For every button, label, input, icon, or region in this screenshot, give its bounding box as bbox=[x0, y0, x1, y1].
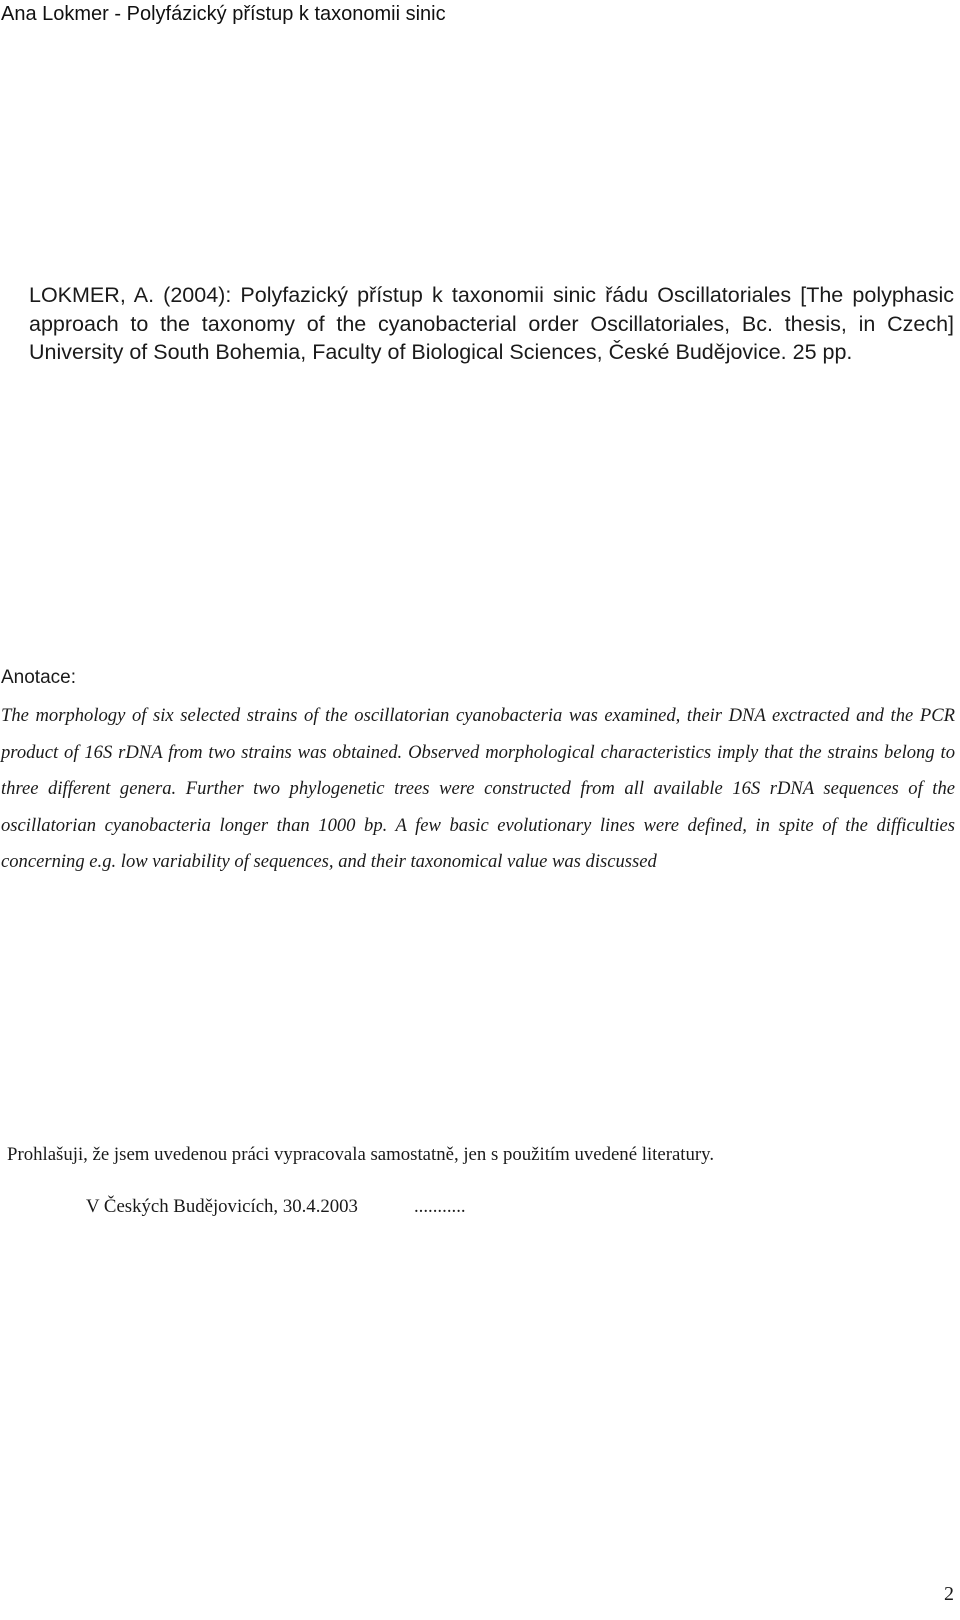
author-surname: LOKMER bbox=[29, 283, 120, 307]
declaration-text: Prohlašuji, že jsem uvedenou práci vypracovala samostatně, jen s použitím uvedené literatury. bbox=[7, 1144, 715, 1165]
citation-text: , A. (2004): Polyfazický přístup k taxonomii sinic řádu Oscillatoriales [The polyphasic approach to the taxonomy of the cyanobacterial order Oscillatoriales, Bc. thesis, in Czech] University of South Bohemia, Faculty of Biological Sciences, České Budějovice. 25 pp. bbox=[29, 283, 954, 364]
place-date: V Českých Budějovicích, 30.4.2003 bbox=[86, 1196, 358, 1217]
abstract-label: Anotace: bbox=[1, 667, 76, 688]
bibliographic-citation bbox=[29, 281, 954, 367]
page-number: 2 bbox=[944, 1583, 954, 1605]
running-header: Ana Lokmer - Polyfázický přístup k taxonomii sinic bbox=[1, 3, 446, 25]
place-date-line bbox=[86, 1195, 466, 1219]
signature-placeholder: ........... bbox=[413, 1196, 466, 1217]
abstract-text: The morphology of six selected strains of the oscillatorian cyanobacteria was examined, their DNA exctracted and the PCR product of 16S rDNA from two strains was obtained. Observed morphological characteristics imply that the strains belong to three different genera. Further two phylogenetic trees were constructed from all available 16S rDNA sequences of the oscillatorian cyanobacteria longer than 1000 bp. A few basic evolutionary lines were defined, in spite of the difficulties concerning e.g. low variability of sequences, and their taxonomical value was discussed bbox=[1, 705, 955, 872]
